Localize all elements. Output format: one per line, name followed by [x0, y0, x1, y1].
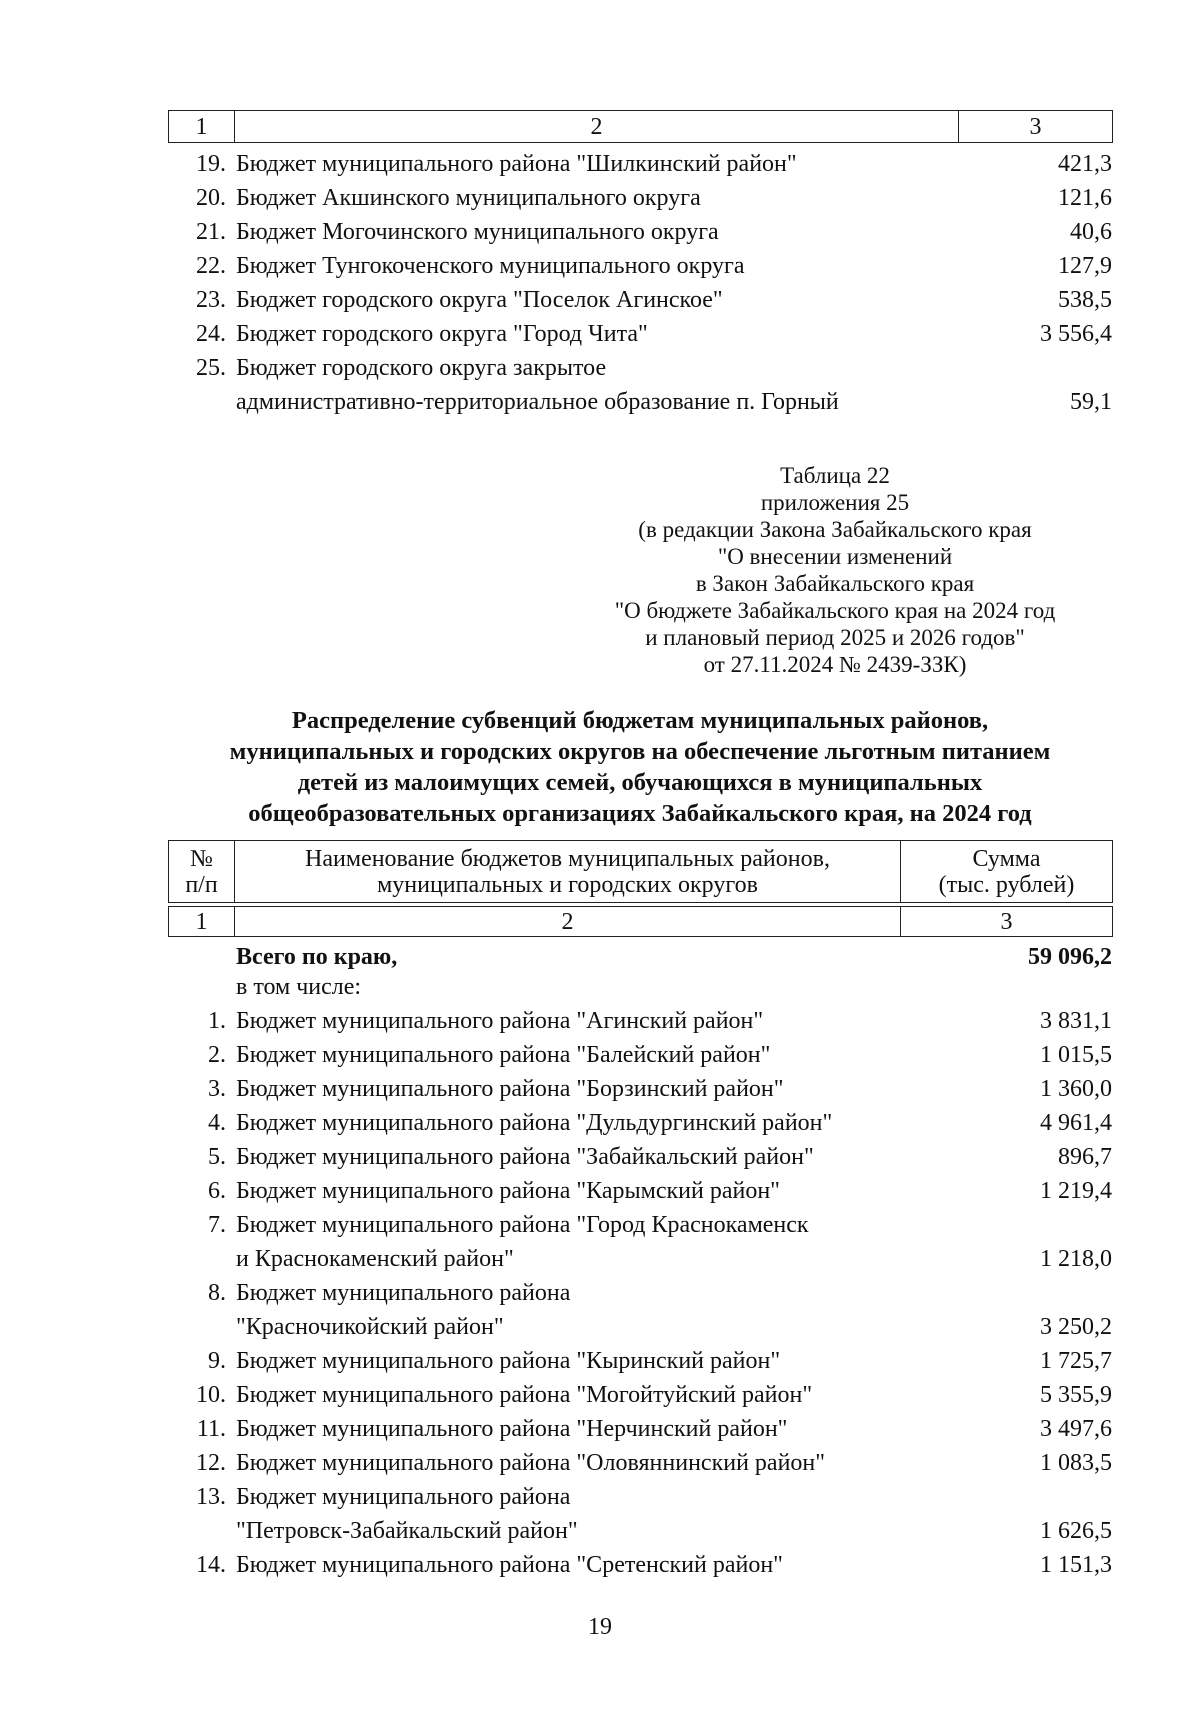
- row-name: [234, 249, 982, 283]
- row-name-line: административно-территориальное образование п. Горный: [236, 389, 839, 415]
- row-value: 40,6: [1070, 219, 1112, 245]
- row-number: 14.: [196, 1552, 226, 1578]
- numbering-col-1: 1: [169, 907, 235, 937]
- row-name-line: Бюджет муниципального района "Забайкальский район": [236, 1144, 814, 1170]
- row-name-line: Бюджет муниципального района "Карымский район": [236, 1178, 780, 1204]
- head-number: [169, 841, 235, 903]
- note-line: (в редакции Закона Забайкальского края: [638, 517, 1032, 542]
- row-name-line: Бюджет муниципального района: [236, 1484, 571, 1510]
- row-value: 1 083,5: [1040, 1450, 1112, 1476]
- main-table-numbering: [168, 906, 1113, 937]
- table-row: [168, 1106, 1112, 1140]
- row-name-line: Бюджет муниципального района "Кыринский район": [236, 1348, 781, 1374]
- row-name-line: Бюджет муниципального района: [236, 1280, 571, 1306]
- top-col-2: 2: [235, 111, 959, 143]
- table-row: [168, 1004, 1112, 1038]
- row-name: [234, 181, 982, 215]
- top-col-1: 1: [169, 111, 235, 143]
- row-name: [234, 1276, 982, 1344]
- row-number: 22.: [196, 253, 226, 279]
- row-number: 5.: [208, 1144, 226, 1170]
- row-value: 3 556,4: [1040, 321, 1112, 347]
- table-row: [168, 1208, 1112, 1276]
- table-row: [168, 249, 1112, 283]
- row-value: 5 355,9: [1040, 1382, 1112, 1408]
- row-name-line: Бюджет муниципального района "Дульдургинский район": [236, 1110, 833, 1136]
- row-name: [234, 1208, 982, 1276]
- row-value: 896,7: [1058, 1144, 1112, 1170]
- row-name-line: Бюджет городского округа закрытое: [236, 355, 607, 381]
- row-name-line: Бюджет городского округа "Поселок Агинское": [236, 287, 723, 313]
- row-name-line: и Краснокаменский район": [236, 1246, 514, 1272]
- table-row: [168, 1480, 1112, 1548]
- row-name: [234, 1446, 982, 1480]
- row-value: 59,1: [1070, 389, 1112, 415]
- head-number-line: №: [190, 845, 213, 872]
- row-number: [168, 970, 234, 1004]
- row-number: 11.: [196, 1416, 226, 1442]
- row-number: 20.: [196, 185, 226, 211]
- row-name: [234, 1072, 982, 1106]
- row-value: 1 151,3: [1040, 1552, 1112, 1578]
- row-number: 19.: [196, 151, 226, 177]
- row-name-line: Бюджет муниципального района "Шилкинский район": [236, 151, 797, 177]
- table-row: [168, 1412, 1112, 1446]
- row-value: 538,5: [1058, 287, 1112, 313]
- row-name: [234, 1480, 982, 1548]
- head-sum: [901, 841, 1113, 903]
- row-name: [234, 1378, 982, 1412]
- main-rows: [168, 1004, 1112, 1582]
- row-number: 4.: [208, 1110, 226, 1136]
- note-line: и плановый период 2025 и 2026 годов": [645, 625, 1025, 650]
- total-value: 59 096,2: [1028, 944, 1112, 970]
- head-number-line: п/п: [185, 871, 218, 898]
- row-name-line: Бюджет городского округа "Город Чита": [236, 321, 648, 347]
- row-number: 21.: [196, 219, 226, 245]
- row-number: [168, 940, 234, 974]
- row-value: 1 360,0: [1040, 1076, 1112, 1102]
- row-name: [234, 1344, 982, 1378]
- head-sum-line: Сумма: [972, 845, 1041, 872]
- row-name: [234, 1004, 982, 1038]
- note-line: приложения 25: [760, 490, 910, 515]
- row-name-line: Бюджет муниципального района "Борзинский район": [236, 1076, 784, 1102]
- row-name: [234, 1412, 982, 1446]
- row-name: [234, 351, 982, 419]
- row-value: 4 961,4: [1040, 1110, 1112, 1136]
- row-name-line: Бюджет Тунгокоченского муниципального округа: [236, 253, 745, 279]
- table-row: [168, 1038, 1112, 1072]
- table-annotation: [560, 462, 1110, 678]
- row-name: [234, 1038, 982, 1072]
- row-name: [234, 1106, 982, 1140]
- table-row: [168, 1174, 1112, 1208]
- title-line: муниципальных и городских округов на обеспечение льготным питанием: [229, 738, 1051, 765]
- document-title: [168, 705, 1112, 829]
- table-row: [168, 283, 1112, 317]
- head-name-line: Наименование бюджетов муниципальных районов,: [305, 845, 830, 872]
- table-row: [168, 1072, 1112, 1106]
- row-number: 12.: [196, 1450, 226, 1476]
- table-row: [168, 1140, 1112, 1174]
- table-row: [168, 181, 1112, 215]
- row-value: 3 250,2: [1040, 1314, 1112, 1340]
- row-name: [234, 1548, 982, 1582]
- row-number: 8.: [208, 1280, 226, 1306]
- row-number: 7.: [208, 1212, 226, 1238]
- note-line: "О бюджете Забайкальского края на 2024 год: [614, 598, 1056, 623]
- row-name: [234, 1140, 982, 1174]
- row-name-line: Бюджет муниципального района "Нерчинский район": [236, 1416, 788, 1442]
- row-value: 1 218,0: [1040, 1246, 1112, 1272]
- row-value: 421,3: [1058, 151, 1112, 177]
- row-name-line: "Петровск-Забайкальский район": [236, 1518, 578, 1544]
- total-label: Всего по краю,: [236, 944, 398, 970]
- row-name-line: Бюджет Акшинского муниципального округа: [236, 185, 701, 211]
- row-number: 10.: [196, 1382, 226, 1408]
- top-table-header: [168, 110, 1113, 143]
- title-line: Распределение субвенций бюджетам муниципальных районов,: [291, 707, 989, 734]
- title-line: общеобразовательных организациях Забайкальского края, на 2024 год: [248, 800, 1032, 827]
- row-name-line: Бюджет муниципального района "Сретенский район": [236, 1552, 783, 1578]
- row-name-line: Бюджет муниципального района "Агинский район": [236, 1008, 764, 1034]
- note-line: от 27.11.2024 № 2439-ЗЗК): [703, 652, 967, 677]
- table-row: [168, 351, 1112, 419]
- row-value: 3 831,1: [1040, 1008, 1112, 1034]
- row-value: 3 497,6: [1040, 1416, 1112, 1442]
- subtotal-row: [168, 970, 1112, 1004]
- top-col-3: 3: [959, 111, 1113, 143]
- row-number: 1.: [208, 1008, 226, 1034]
- head-name-line: муниципальных и городских округов: [377, 871, 758, 898]
- row-number: 24.: [196, 321, 226, 347]
- row-name-line: Бюджет муниципального района "Могойтуйский район": [236, 1382, 813, 1408]
- head-name: [235, 841, 901, 903]
- row-number: 25.: [196, 355, 226, 381]
- table-row: [168, 1378, 1112, 1412]
- row-value: 1 626,5: [1040, 1518, 1112, 1544]
- row-value: 1 219,4: [1040, 1178, 1112, 1204]
- row-name-line: Бюджет муниципального района "Город Краснокаменск: [236, 1212, 809, 1238]
- note-line: "О внесении изменений: [717, 544, 953, 569]
- total-row: [168, 940, 1112, 974]
- table-row: [168, 215, 1112, 249]
- row-number: 9.: [208, 1348, 226, 1374]
- note-line: Таблица 22: [780, 463, 890, 488]
- row-value: 1 015,5: [1040, 1042, 1112, 1068]
- top-table-rows: [168, 147, 1112, 419]
- row-name: [234, 283, 982, 317]
- table-row: [168, 1344, 1112, 1378]
- row-number: 2.: [208, 1042, 226, 1068]
- note-line: в Закон Забайкальского края: [695, 571, 975, 596]
- main-table-body: [168, 940, 1112, 1582]
- table-row: [168, 1446, 1112, 1480]
- row-name-line: "Красночикойский район": [236, 1314, 504, 1340]
- numbering-col-2: 2: [235, 907, 901, 937]
- row-name-line: Бюджет муниципального района "Балейский район": [236, 1042, 771, 1068]
- row-name: [234, 147, 982, 181]
- row-name-line: Бюджет муниципального района "Оловяннинский район": [236, 1450, 826, 1476]
- row-number: 23.: [196, 287, 226, 313]
- page-number: 19: [588, 1614, 612, 1640]
- row-value: 1 725,7: [1040, 1348, 1112, 1374]
- row-name: [234, 215, 982, 249]
- numbering-col-3: 3: [901, 907, 1113, 937]
- main-table-header: [168, 840, 1113, 903]
- row-name-line: Бюджет Могочинского муниципального округа: [236, 219, 719, 245]
- subtotal-label: в том числе:: [236, 974, 362, 1000]
- title-line: детей из малоимущих семей, обучающихся в муниципальных: [297, 769, 983, 796]
- row-number: 3.: [208, 1076, 226, 1102]
- table-row: [168, 317, 1112, 351]
- row-value: 127,9: [1058, 253, 1112, 279]
- table-row: [168, 1548, 1112, 1582]
- head-sum-line: (тыс. рублей): [938, 871, 1075, 898]
- row-name: [234, 1174, 982, 1208]
- table-row: [168, 1276, 1112, 1344]
- row-name: [234, 317, 982, 351]
- row-value: 121,6: [1058, 185, 1112, 211]
- row-number: 6.: [208, 1178, 226, 1204]
- row-number: 13.: [196, 1484, 226, 1510]
- table-row: [168, 147, 1112, 181]
